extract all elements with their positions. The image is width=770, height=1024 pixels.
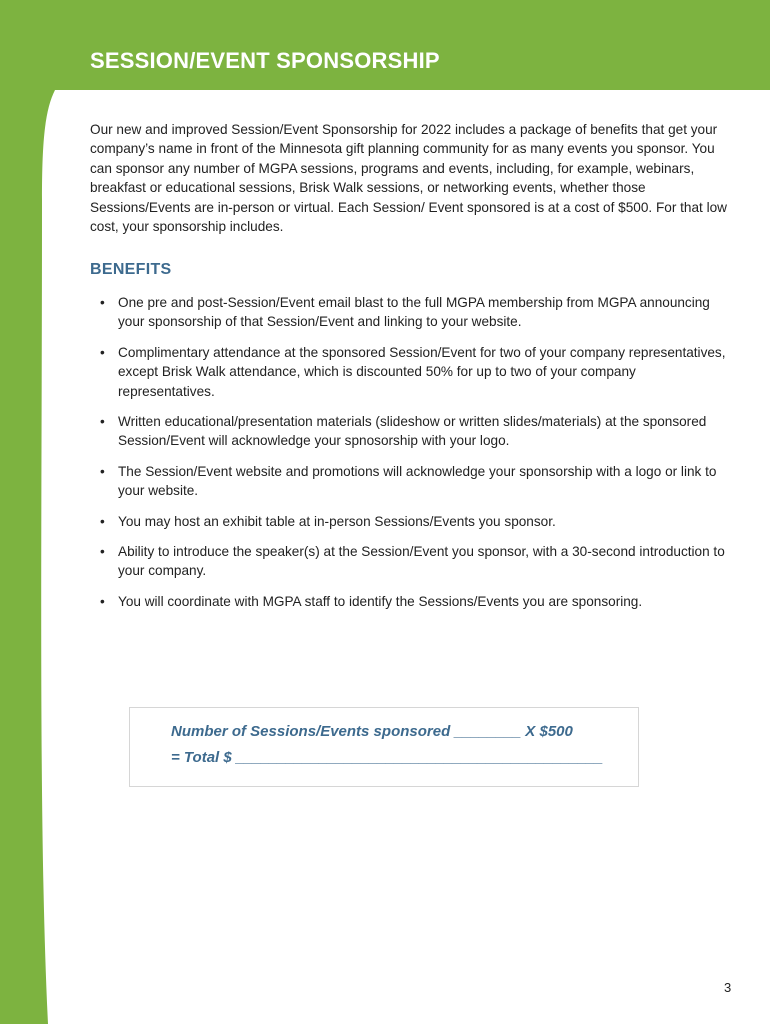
page-number: 3 [724,980,732,995]
benefit-text: Ability to introduce the speaker(s) at the Session/Event you sponsor, with a 30-second introduction to your company. [118,544,725,579]
benefits-heading: BENEFITS [90,261,172,278]
bullet-icon: • [100,344,105,360]
benefit-text: You will coordinate with MGPA staff to identify the Sessions/Events you are sponsoring. [118,593,643,609]
bullet-icon: • [100,295,105,310]
bullet-icon: • [100,544,105,560]
benefit-item [100,542,730,581]
page-title: SESSION/EVENT SPONSORSHIP [90,48,440,73]
benefit-item [100,592,730,611]
benefit-text: One pre and post-Session/Event email blast to the full MGPA membership from MGPA announcing your sponsorship of that Session/Event and linking to your website. [118,295,710,330]
benefit-text: You may host an exhibit table at in-person Sessions/Events you sponsor. [118,513,556,529]
sessions-count-field[interactable]: Number of Sessions/Events sponsored ________ X $500 [171,723,573,740]
total-amount-field[interactable]: = Total $ ____________________________________________ [171,749,603,766]
benefit-text: Written educational/presentation materials (slideshow or written slides/materials) at the sponsored Session/Event will acknowledge your spnosorship with your logo. [118,414,707,449]
benefit-text: Complimentary attendance at the sponsored Session/Event for two of your company representatives, except Brisk Walk attendance, which is discounted 50% for up to two of your company representatives. [118,344,726,399]
benefits-list [100,293,730,622]
sponsorship-form-box [129,707,639,787]
benefit-item [100,412,730,451]
bullet-icon: • [100,593,105,609]
benefit-item [100,462,730,501]
intro-paragraph: Our new and improved Session/Event Sponsorship for 2022 includes a package of benefits that get your company’s name in front of the Minnesota gift planning community for as many events you sponsor. You can sponsor any number of MGPA sessions, programs and events, including, for example, webinars, breakfast or educational sessions, Brisk Walk sessions, or networking events, whether those Sessions/Events are in-person or virtual. Each Session/ Event sponsored is at a cost of $500. For that low cost, your sponsorship includes. [90,122,727,235]
benefit-item [100,512,730,531]
benefit-item [100,343,730,401]
benefit-text: The Session/Event website and promotions will acknowledge your sponsorship with a logo or link to your website. [118,463,717,499]
benefit-item [100,293,730,332]
bullet-icon: • [100,414,105,430]
bullet-icon: • [100,463,105,479]
bullet-icon: • [100,513,105,529]
